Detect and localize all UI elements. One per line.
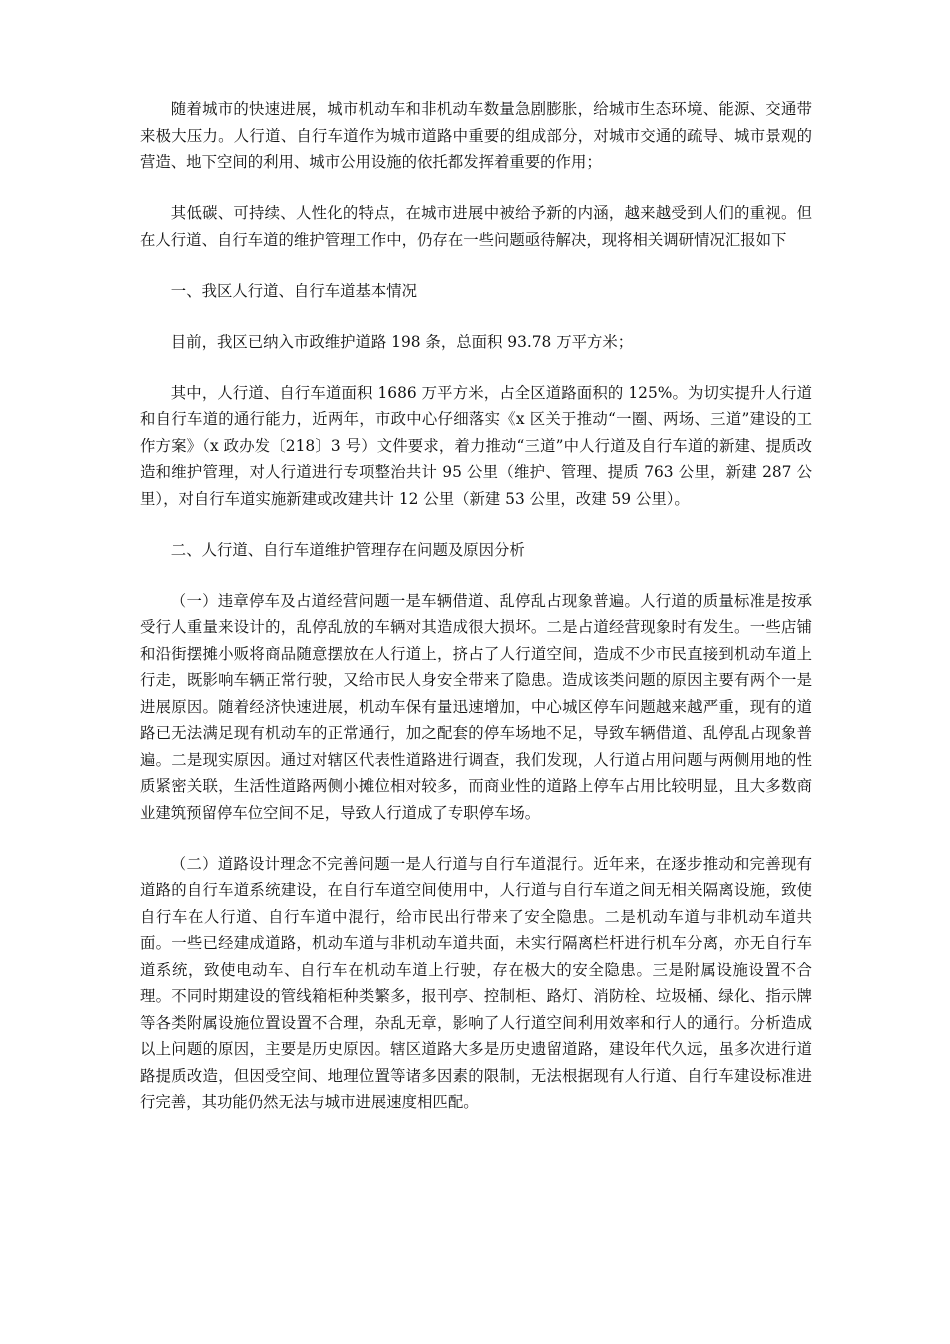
- sidewalk-area-paragraph: 其中，人行道、自行车道面积 1686 万平方米，占全区道路面积的 125%。为切实提升人行道和自行车道的通行能力，近两年，市政中心仔细落实《x 区关于推动“一圈、两场、三道”建设的工作方案》（x 政办发〔218〕3 号）文件要求，着力推动“三道”中人行道及自行车道的新建、提质改造和维护管理，对人行道进行专项整治共计 95 公里（维护、管理、提质 763 公里，新建 287 公里），对自行车道实施新建或改建共计 12 公里（新建 53 公里，改建 59 公里）。: [140, 383, 812, 508]
- document-page: [140, 96, 812, 1140]
- intro-paragraph: 随着城市的快速进展，城市机动车和非机动车数量急剧膨胀，给城市生态环境、能源、交通带来极大压力。人行道、自行车道作为城市道路中重要的组成部分，对城市交通的疏导、城市景观的营造、地下空间的利用、城市公用设施的依托都发挥着重要的作用；: [140, 100, 812, 171]
- context-paragraph: 其低碳、可持续、人性化的特点，在城市进展中被给予新的内涵，越来越受到人们的重视。但在人行道、自行车道的维护管理工作中，仍存在一些问题亟待解决，现将相关调研情况汇报如下: [140, 204, 812, 249]
- design-issue-paragraph: （二）道路设计理念不完善问题一是人行道与自行车道混行。近年来，在逐步推动和完善现有道路的自行车道系统建设，在自行车道空间使用中，人行道与自行车道之间无相关隔离设施，致使自行车在人行道、自行车道中混行，给市民出行带来了安全隐患。二是机动车道与非机动车道共面。一些已经建成道路，机动车道与非机动车道共面，未实行隔离栏杆进行机车分离，亦无自行车道系统，致使电动车、自行车在机动车道上行驶，存在极大的安全隐患。三是附属设施设置不合理。不同时期建设的管线箱柜种类繁多，报刊亭、控制柜、路灯、消防栓、垃圾桶、绿化、指示牌等各类附属设施位置设置不合理，杂乱无章，影响了人行道空间利用效率和行人的通行。分析造成以上问题的原因，主要是历史原因。辖区道路大多是历史遗留道路，建设年代久远，虽多次进行道路提质改造，但因受空间、地理位置等诸多因素的限制，无法根据现有人行道、自行车建设标准进行完善，其功能仍然无法与城市进展速度相匹配。: [140, 854, 812, 1111]
- section-heading-1: 一、我区人行道、自行车道基本情况: [170, 281, 418, 300]
- parking-issue-paragraph: （一）违章停车及占道经营问题一是车辆借道、乱停乱占现象普遍。人行道的质量标准是按承受行人重量来设计的，乱停乱放的车辆对其造成很大损坏。二是占道经营现象时有发生。一些店铺和沿街摆摊小贩将商品随意摆放在人行道上，挤占了人行道空间，造成不少市民直接到机动车道上行走，既影响车辆正常行驶，又给市民人身安全带来了隐患。造成该类问题的原因主要有两个一是进展原因。随着经济快速进展，机动车保有量迅速增加，中心城区停车问题越来越严重，现有的道路已无法满足现有机动车的正常通行，加之配套的停车场地不足，导致车辆借道、乱停乱占现象普遍。二是现实原因。通过对辖区代表性道路进行调查，我们发现，人行道占用问题与两侧用地的性质紧密关联，生活性道路两侧小摊位相对较多，而商业性的道路上停车占用比较明显，且大多数商业建筑预留停车位空间不足，导致人行道成了专职停车场。: [140, 591, 812, 822]
- road-count-paragraph: 目前，我区已纳入市政维护道路 198 条，总面积 93.78 万平方米；: [170, 332, 634, 351]
- section-heading-2: 二、人行道、自行车道维护管理存在问题及原因分析: [170, 540, 525, 559]
